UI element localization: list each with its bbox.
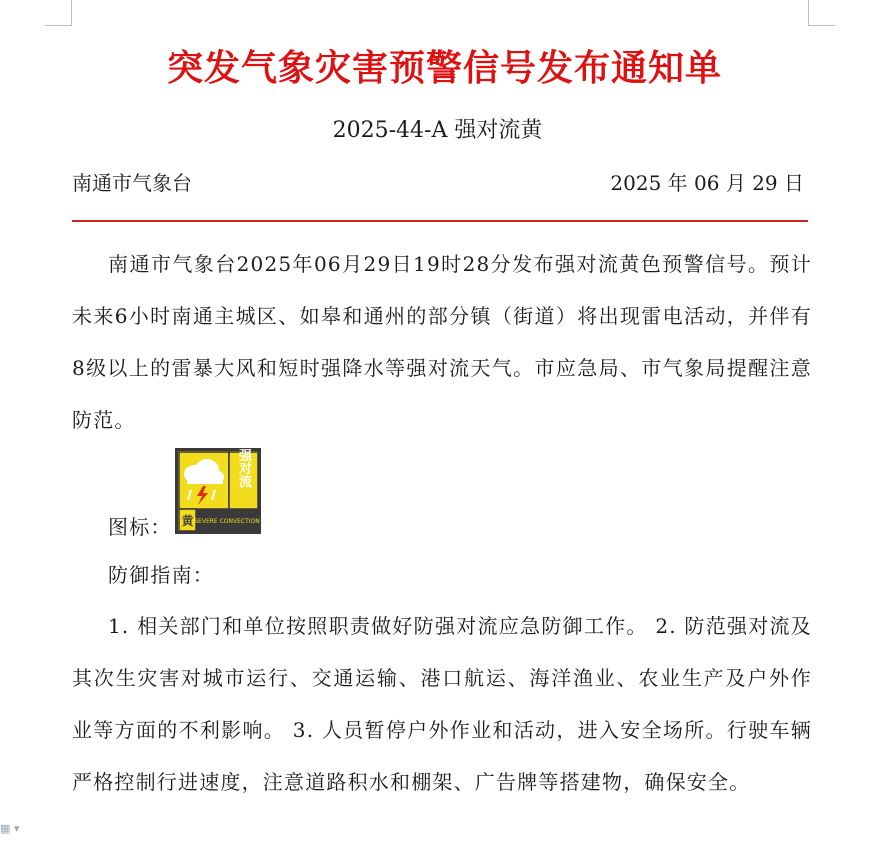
navigation-handle-icon[interactable]: ▦ ▾	[0, 822, 20, 835]
document-title: 突发气象灾害预警信号发布通知单	[166, 47, 722, 89]
icon-color-text: 黄	[181, 514, 194, 528]
severe-convection-yellow-warning-icon	[175, 448, 261, 534]
crop-mark-top-right-vertical	[808, 0, 809, 26]
icon-top-text: 强对流	[236, 448, 251, 488]
icon-label: 图标：	[108, 515, 172, 539]
crop-mark-top-left-horizontal	[45, 25, 72, 26]
defense-guide-text: 1. 相关部门和单位按照职责做好防强对流应急防御工作。 2. 防范强对流及其次生灾害对城市运行、交通运输、港口航运、海洋渔业、农业生产及户外作业等方面的不利影响。 3. 人员暂停户外作业和活动，进入安全场所。行驶车辆严格控制行进速度，注意道路积水和棚架、广告牌等搭建物，确保安全。	[72, 614, 812, 794]
crop-mark-top-left-vertical	[71, 0, 72, 26]
icon-english-text: SEVERE CONVECTION	[194, 518, 260, 525]
warning-body-paragraph: 南通市气象台2025年06月29日19时28分发布强对流黄色预警信号。预计未来6小时南通主城区、如皋和通州的部分镇（街道）将出现雷电活动，并伴有8级以上的雷暴大风和短时强降水等强对流天气。市应急局、市气象局提醒注意防范。	[72, 252, 812, 432]
defense-guide-label: 防御指南：	[108, 563, 214, 587]
red-divider-line	[72, 220, 808, 222]
issue-date: 2025 年 06 月 29 日	[610, 171, 804, 195]
document-subtitle: 2025-44-A 强对流黄	[332, 118, 543, 143]
issuer-name: 南通市气象台	[72, 171, 192, 195]
crop-mark-top-right-horizontal	[808, 25, 835, 26]
